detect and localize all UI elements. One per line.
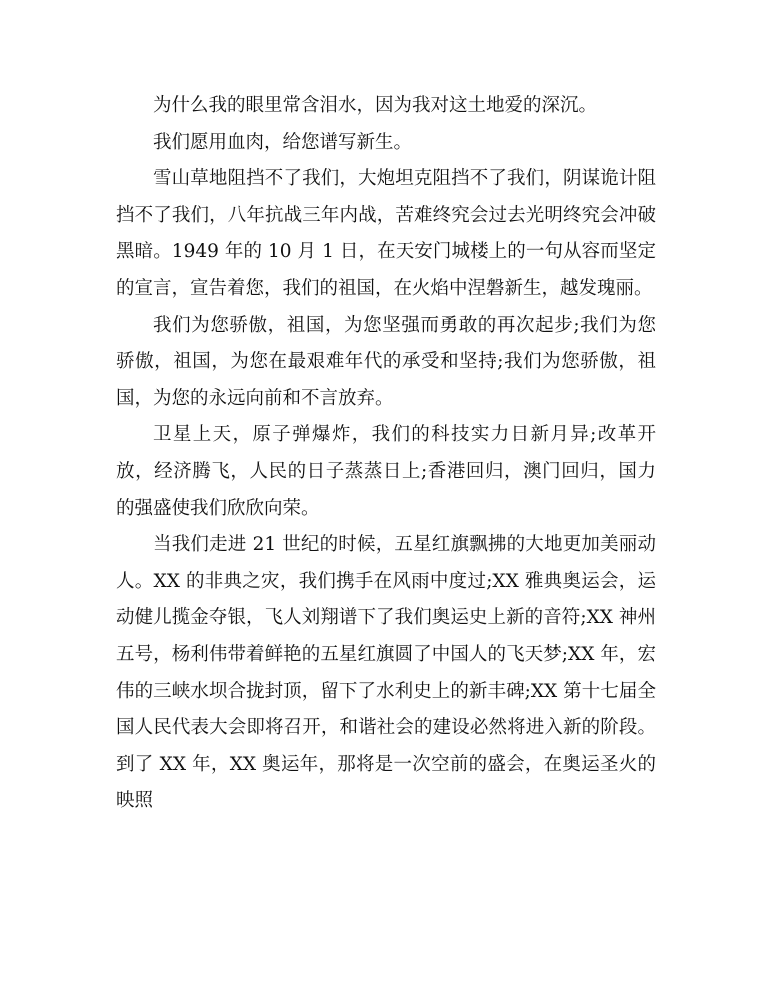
paragraph-1: 为什么我的眼里常含泪水，因为我对这土地爱的深沉。	[153, 95, 598, 116]
paragraph-5: 卫星上天，原子弹爆炸，我们的科技实力日新月异;改革开放，经济腾飞，人民的日子蒸蒸日上;香港回归，澳门回归，国力的强盛使我们欣欣向荣。	[116, 424, 656, 519]
paragraph-4: 我们为您骄傲，祖国，为您坚强而勇敢的再次起步;我们为您骄傲，祖国，为您在最艰难年代的承受和坚持;我们为您骄傲，祖国，为您的永远向前和不言放弃。	[116, 314, 656, 409]
paragraph-2: 我们愿用血肉，给您谱写新生。	[153, 131, 413, 153]
document-body	[116, 88, 656, 820]
paragraph-3: 雪山草地阻挡不了我们，大炮坦克阻挡不了我们，阴谋诡计阻挡不了我们，八年抗战三年内战，苦难终究会过去光明终究会冲破黑暗。1949 年的 10 月 1 日，在天安门城楼上的一句从容而坚定的宣言，宣告着您，我们的祖国，在火焰中涅磐新生，越发瑰丽。	[116, 168, 656, 299]
paragraph-6: 当我们走进 21 世纪的时候，五星红旗飘拂的大地更加美丽动人。XX 的非典之灾，我们携手在风雨中度过;XX 雅典奥运会，运动健儿揽金夺银，飞人刘翔谱下了我们奥运史上新的音符;XX 神州五号，杨利伟带着鲜艳的五星红旗圆了中国人的飞天梦;XX 年，宏伟的三峡水坝合拢封顶，留下了水利史上的新丰碑;XX 第十七届全国人民代表大会即将召开，和谐社会的建设必然将进入新的阶段。到了 XX 年，XX 奥运年，那将是一次空前的盛会，在奥运圣火的映照	[116, 534, 656, 812]
